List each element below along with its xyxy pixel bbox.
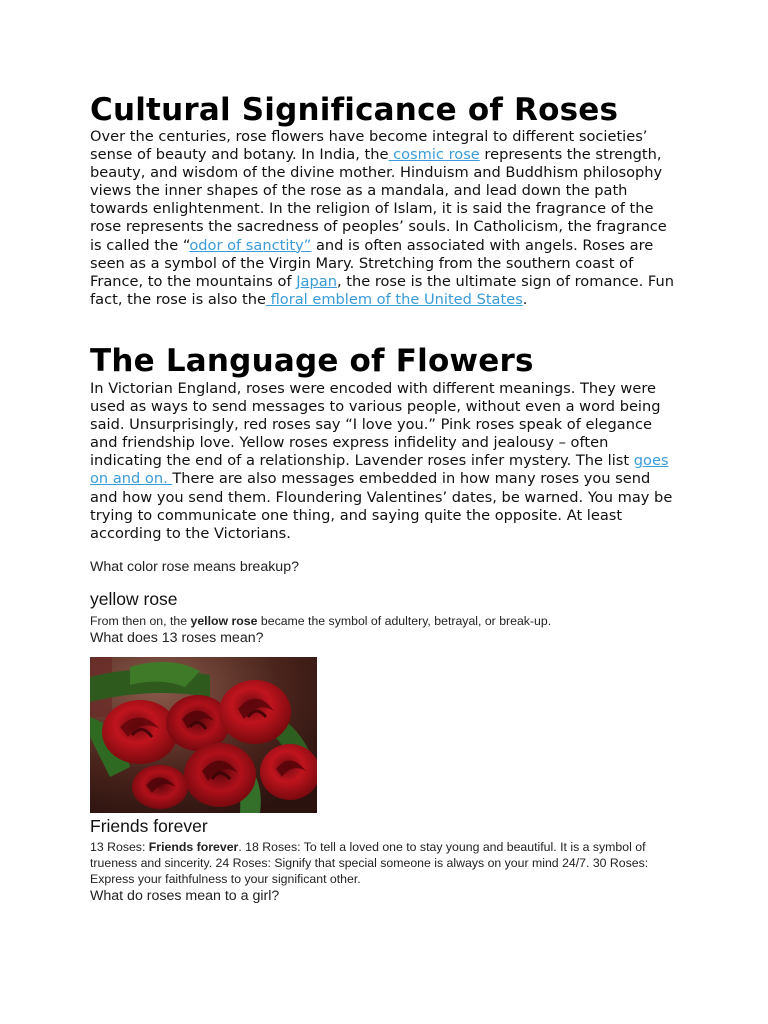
snippet-13-roses	[90, 839, 685, 887]
text-segment: Over the centuries, rose flowers have become integral to different societies’ sense of beauty and botany. In India, the	[90, 128, 648, 164]
red-roses-illustration	[90, 657, 317, 813]
red-roses-photo	[90, 657, 317, 813]
snippet-text: From then on, the	[90, 614, 191, 628]
link-cosmic-rose[interactable]: cosmic rose	[388, 146, 480, 164]
link-odor-of-sanctity[interactable]: odor of sanctity”	[189, 236, 312, 254]
paragraph-cultural-significance	[90, 128, 680, 309]
snippet-text: . 18 Roses: To tell a loved one to stay young and beautiful. It is a symbol of trueness and sincerity. 24 Roses: Signify that special someone is always on your mind 24/7. 30 Roses: Express your faithfulness to your significant other.	[90, 840, 649, 886]
text-segment: , the rose is the ultimate sign of romance. Fun fact, the rose is also the	[90, 272, 675, 308]
question-roses-girl: What do roses mean to a girl?	[90, 888, 280, 904]
heading-cultural-significance: Cultural Significance of Roses	[90, 92, 619, 128]
link-floral-emblem[interactable]: floral emblem of the United States	[265, 290, 523, 308]
answer-yellow-rose: yellow rose	[90, 589, 178, 609]
heading-language-of-flowers: The Language of Flowers	[90, 343, 534, 379]
snippet-bold: Friends forever	[148, 840, 239, 854]
paragraph-language-of-flowers	[90, 380, 680, 543]
text-segment: In Victorian England, roses were encoded with different meanings. They were used as ways to send messages to various people, without even a word being said. Unsurprisingly, red roses say “I love you.” Pink roses speak of elegance and friendship love. Yellow roses express infidelity and jealousy – often indicating the end of a relationship. Lavender roses infer mystery. The list	[90, 380, 661, 470]
answer-friends-forever: Friends forever	[90, 816, 208, 836]
link-goes-on-and-on[interactable]: goes on and on.	[90, 452, 669, 488]
text-segment: represents the strength, beauty, and wisdom of the divine mother. Hinduism and Buddhism philosophy views the inner shapes of the rose as a mandala, and lead down the path towards enlightenment. In the religion of Islam, it is said the fragrance of the rose represents the sacredness of peoples’ souls. In Catholicism, the fragrance is called the “	[90, 146, 667, 254]
snippet-text: became the symbol of adultery, betrayal, or break-up.	[257, 614, 552, 628]
link-japan[interactable]: Japan	[296, 272, 337, 290]
snippet-bold: yellow rose	[190, 614, 258, 628]
snippet-yellow-rose	[90, 613, 690, 629]
text-segment: and is often associated with angels. Roses are seen as a symbol of the Virgin Mary. Stretching from the southern coast of France, to the mountains of	[90, 236, 654, 290]
text-segment: There are also messages embedded in how many roses you send and how you send them. Floundering Valentines’ dates, be warned. You may be trying to communicate one thing, and saying quite the opposite. At least according to the Victorians.	[90, 470, 673, 542]
text-segment: .	[522, 290, 528, 308]
question-13-roses: What does 13 roses mean?	[90, 630, 264, 646]
snippet-text: 13 Roses:	[90, 840, 149, 854]
question-breakup-color: What color rose means breakup?	[90, 559, 299, 575]
